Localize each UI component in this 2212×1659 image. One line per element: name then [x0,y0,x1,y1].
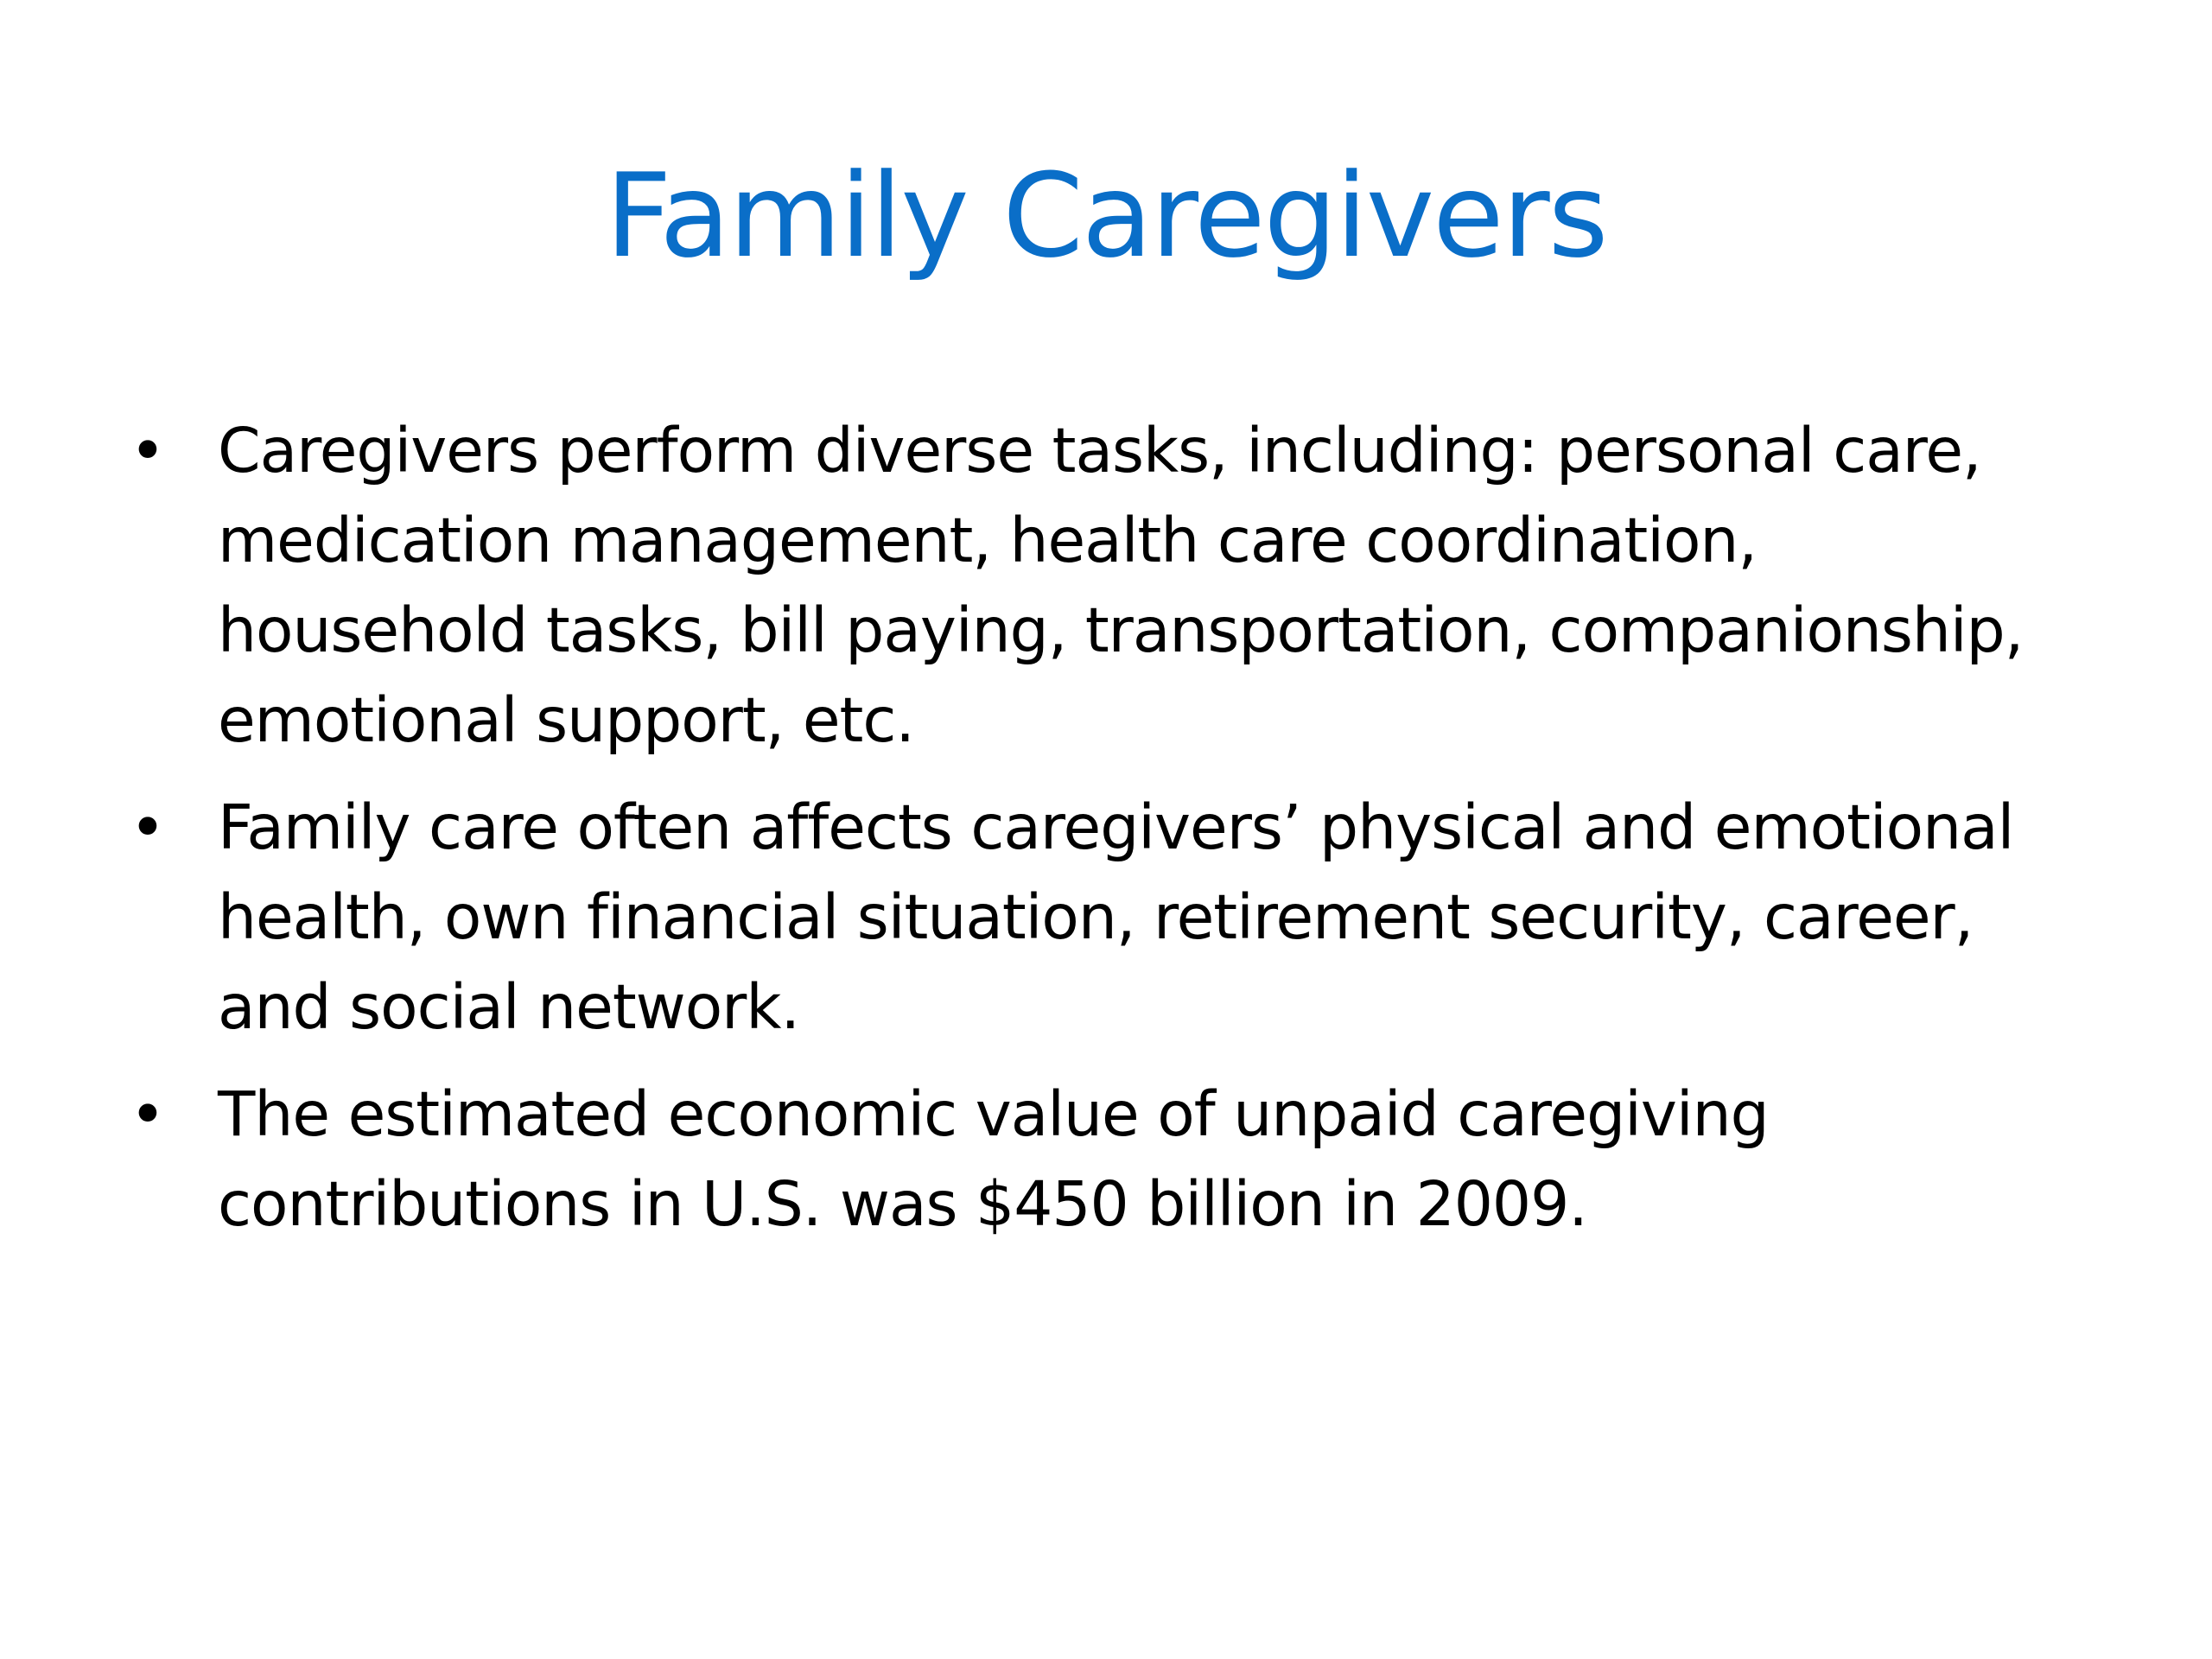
bullet-icon: • [130,1078,165,1150]
bullet-icon: • [130,415,165,486]
bullet-text: The estimated economic value of unpaid caregiving contributions in U.S. was $450 billion in 2009. [218,1078,1769,1240]
bullet-item [130,1070,2082,1249]
bullet-list [130,406,2082,1267]
bullet-text: Caregivers perform diverse tasks, including: personal care, medication management, health care coordination, household tasks, bill paying, transportation, companionship, emotional support, etc. [218,415,2024,756]
bullet-icon: • [130,791,165,863]
bullet-item [130,783,2082,1052]
bullet-text: Family care often affects caregivers’ physical and emotional health, own financial situation, retirement security, career, and social network. [218,791,2014,1043]
bullet-item [130,406,2082,766]
slide-title: Family Caregivers [605,149,1607,283]
